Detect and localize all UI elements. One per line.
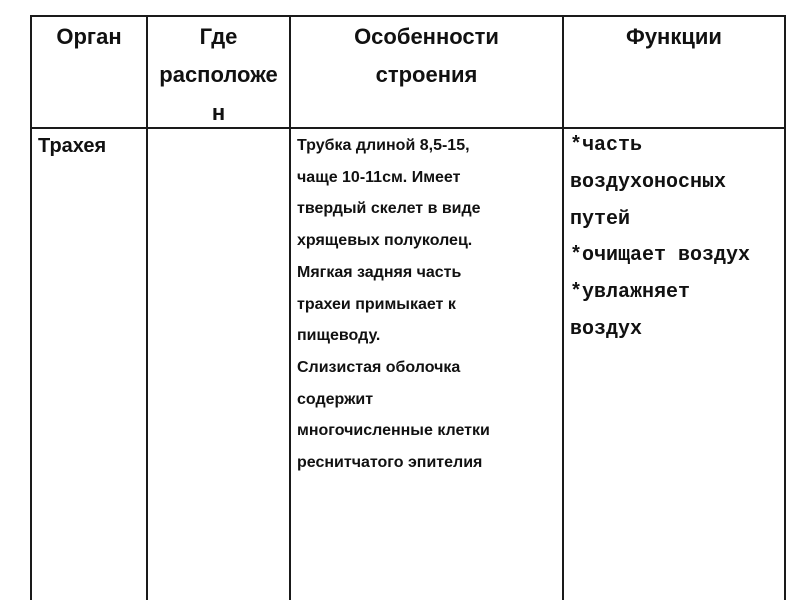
table-border-left xyxy=(30,15,32,600)
cell-organ: Трахея xyxy=(38,135,107,157)
header-structure: Особенности строения xyxy=(354,24,499,87)
header-functions: Функции xyxy=(626,24,722,49)
column-divider-3 xyxy=(562,15,564,600)
header-location: Где расположе н xyxy=(159,24,278,125)
table-border-top xyxy=(31,15,785,17)
cell-structure: Трубка длиной 8,5-15, чаще 10-11см. Имеет твердый скелет в виде хрящевых полуколец. Мягкая задняя часть трахеи примыкает к пищеводу. Слизистая оболочка содержит многочисленные клетки реснитчатого эпителия xyxy=(297,137,490,472)
cell-functions: *часть воздухоносных путей *очищает воздух *увлажняет воздух xyxy=(570,134,751,341)
column-divider-2 xyxy=(289,15,291,600)
header-organ: Орган xyxy=(56,24,122,49)
table-border-right xyxy=(784,15,786,600)
